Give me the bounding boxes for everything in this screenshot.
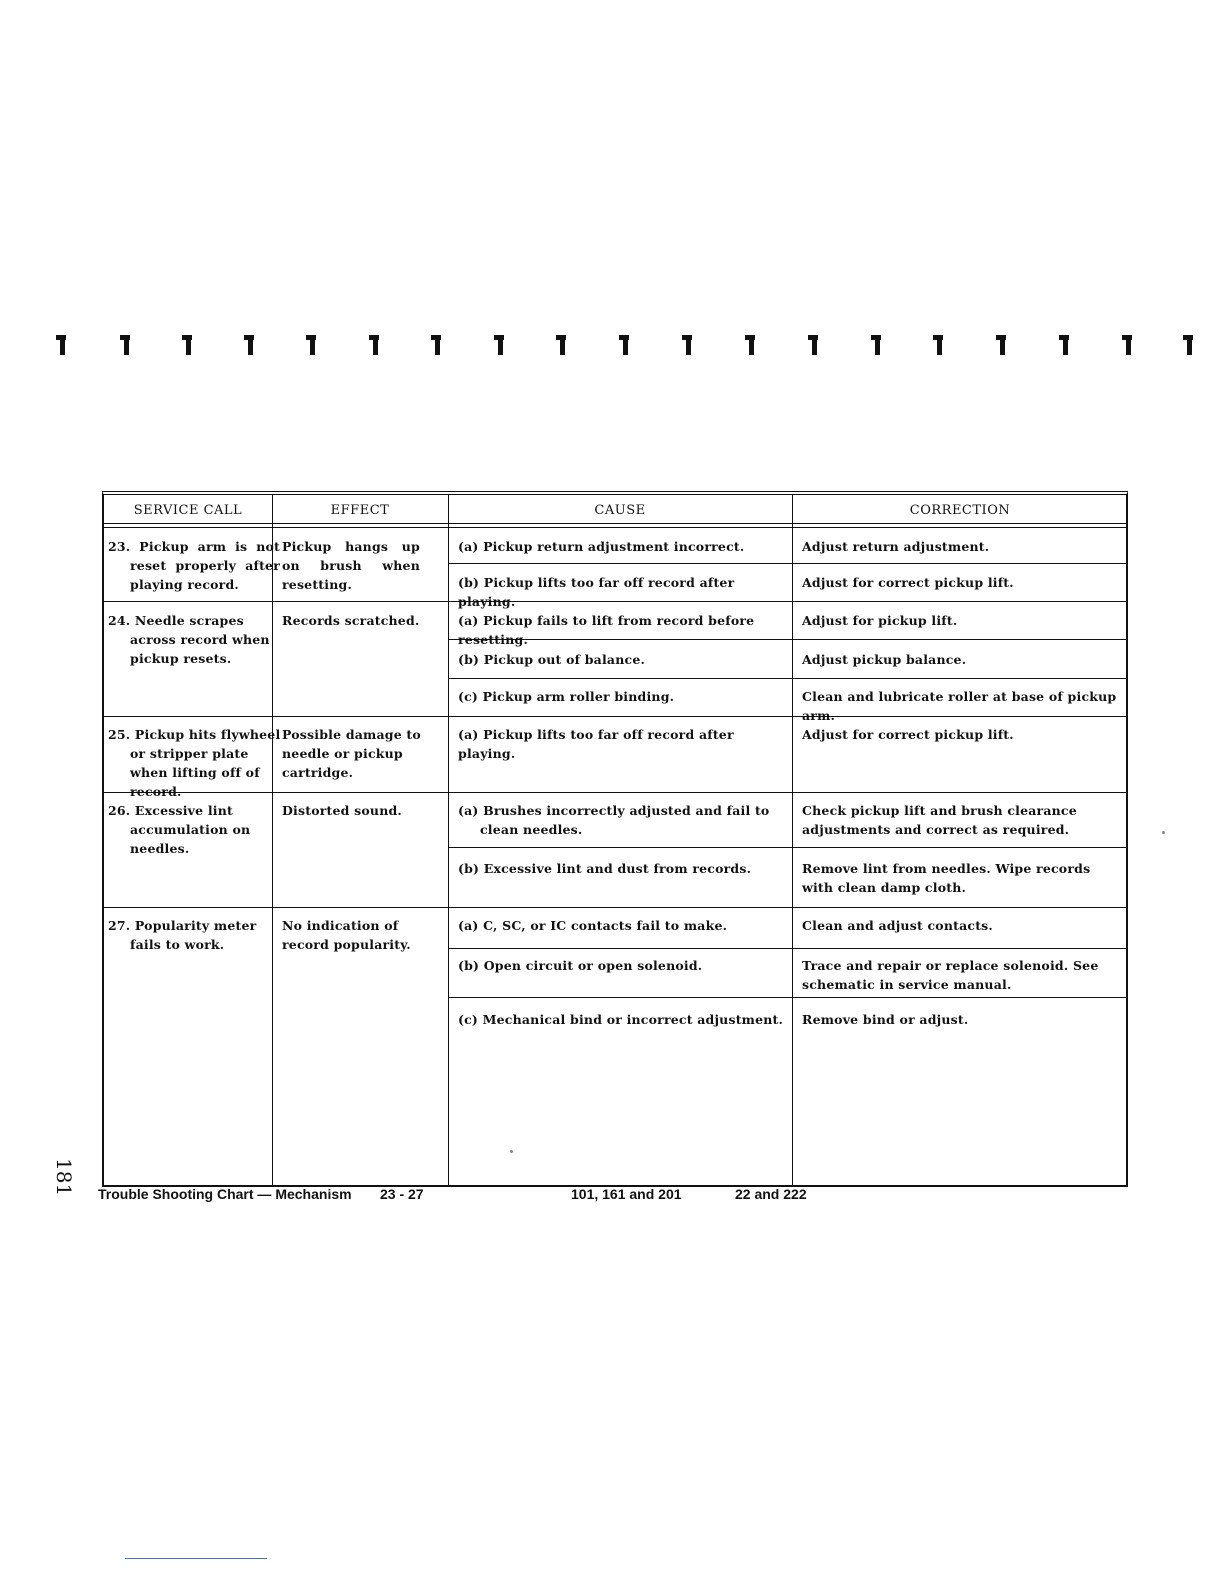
correction-23a: Adjust return adjustment.	[802, 539, 990, 554]
row-divider	[448, 678, 1126, 679]
cause-23b: (b) Pickup lifts too far off record after playing.	[458, 575, 735, 609]
cause-26a: (a) Brushes incorrectly adjusted and fail to clean needles.	[458, 803, 770, 837]
punch-mark	[248, 335, 253, 355]
punch-mark	[623, 335, 628, 355]
row-divider	[448, 997, 1126, 998]
cause-25a: (a) Pickup lifts too far off record after playing.	[458, 727, 734, 761]
correction-26a: Check pickup lift and brush clearance adjustments and correct as required.	[802, 803, 1077, 837]
punch-mark	[435, 335, 440, 355]
service-call-23: 23. Pickup arm is not reset properly after playing record.	[108, 539, 280, 592]
page-number: 181	[52, 1158, 76, 1197]
row-divider	[104, 907, 1126, 908]
row-divider	[448, 847, 1126, 848]
punch-mark	[373, 335, 378, 355]
punch-mark	[1063, 335, 1068, 355]
punch-hole-marks	[0, 333, 1224, 363]
correction-26b: Remove lint from needles. Wipe records with clean damp cloth.	[802, 861, 1091, 895]
cause-26b: (b) Excessive lint and dust from records.	[458, 861, 752, 876]
punch-mark	[124, 335, 129, 355]
service-call-27: 27. Popularity meter fails to work.	[108, 918, 257, 952]
header-service-call: SERVICE CALL	[133, 503, 243, 518]
correction-24b: Adjust pickup balance.	[802, 652, 967, 667]
row-divider	[104, 601, 1126, 602]
service-call-25: 25. Pickup hits flywheel or stripper plate when lifting off of record.	[108, 727, 281, 799]
correction-24a: Adjust for pickup lift.	[802, 613, 958, 628]
effect-25: Possible damage to needle or pickup cartridge.	[282, 727, 421, 780]
punch-mark	[560, 335, 565, 355]
punch-mark	[60, 335, 65, 355]
header-correction: CORRECTION	[909, 503, 1011, 518]
column-divider	[272, 495, 273, 1185]
header-divider	[104, 527, 1126, 528]
service-call-24: 24. Needle scrapes across record when pickup resets.	[108, 613, 270, 666]
row-divider	[448, 563, 1126, 564]
cause-27a: (a) C, SC, or IC contacts fail to make.	[458, 918, 728, 933]
cause-24c: (c) Pickup arm roller binding.	[458, 689, 675, 704]
punch-mark	[310, 335, 315, 355]
footer-models: 101, 161 and 201	[571, 1186, 682, 1202]
correction-27b: Trace and repair or replace solenoid. See schematic in service manual.	[802, 958, 1099, 992]
punch-mark	[812, 335, 817, 355]
correction-23b: Adjust for correct pickup lift.	[802, 575, 1014, 590]
row-divider	[448, 639, 1126, 640]
cause-24b: (b) Pickup out of balance.	[458, 652, 646, 667]
correction-27a: Clean and adjust contacts.	[802, 918, 993, 933]
footer-models-2: 22 and 222	[735, 1186, 807, 1202]
punch-mark	[498, 335, 503, 355]
column-divider	[448, 495, 449, 1185]
effect-26: Distorted sound.	[282, 803, 402, 818]
bottom-rule	[125, 1558, 267, 1559]
cause-24a: (a) Pickup fails to lift from record before resetting.	[458, 613, 755, 647]
header-effect: EFFECT	[330, 503, 390, 518]
column-divider	[792, 495, 793, 1185]
scan-speck	[510, 1150, 513, 1153]
punch-mark	[1126, 335, 1131, 355]
punch-mark	[937, 335, 942, 355]
punch-mark	[1187, 335, 1192, 355]
punch-mark	[1000, 335, 1005, 355]
cause-27b: (b) Open circuit or open solenoid.	[458, 958, 703, 973]
scan-speck	[1162, 831, 1165, 834]
row-divider	[448, 948, 1126, 949]
row-divider	[104, 792, 1126, 793]
row-divider	[104, 716, 1126, 717]
correction-24c: Clean and lubricate roller at base of pickup arm.	[802, 689, 1117, 723]
punch-mark	[875, 335, 880, 355]
effect-24: Records scratched.	[282, 613, 420, 628]
punch-mark	[686, 335, 691, 355]
trouble-shooting-table	[102, 491, 1128, 1187]
cause-23a: (a) Pickup return adjustment incorrect.	[458, 539, 745, 554]
service-call-26: 26. Excessive lint accumulation on needles.	[108, 803, 251, 856]
punch-mark	[186, 335, 191, 355]
correction-27c: Remove bind or adjust.	[802, 1012, 969, 1027]
correction-25a: Adjust for correct pickup lift.	[802, 727, 1014, 742]
header-divider	[104, 523, 1126, 524]
cause-27c: (c) Mechanical bind or incorrect adjustment.	[458, 1012, 784, 1027]
footer-range: 23 - 27	[380, 1186, 424, 1202]
effect-27: No indication of record popularity.	[282, 918, 411, 952]
footer-title: Trouble Shooting Chart — Mechanism	[98, 1186, 352, 1202]
effect-23: Pickup hangs up on brush when resetting.	[282, 539, 420, 592]
header-cause: CAUSE	[594, 503, 646, 518]
punch-mark	[749, 335, 754, 355]
